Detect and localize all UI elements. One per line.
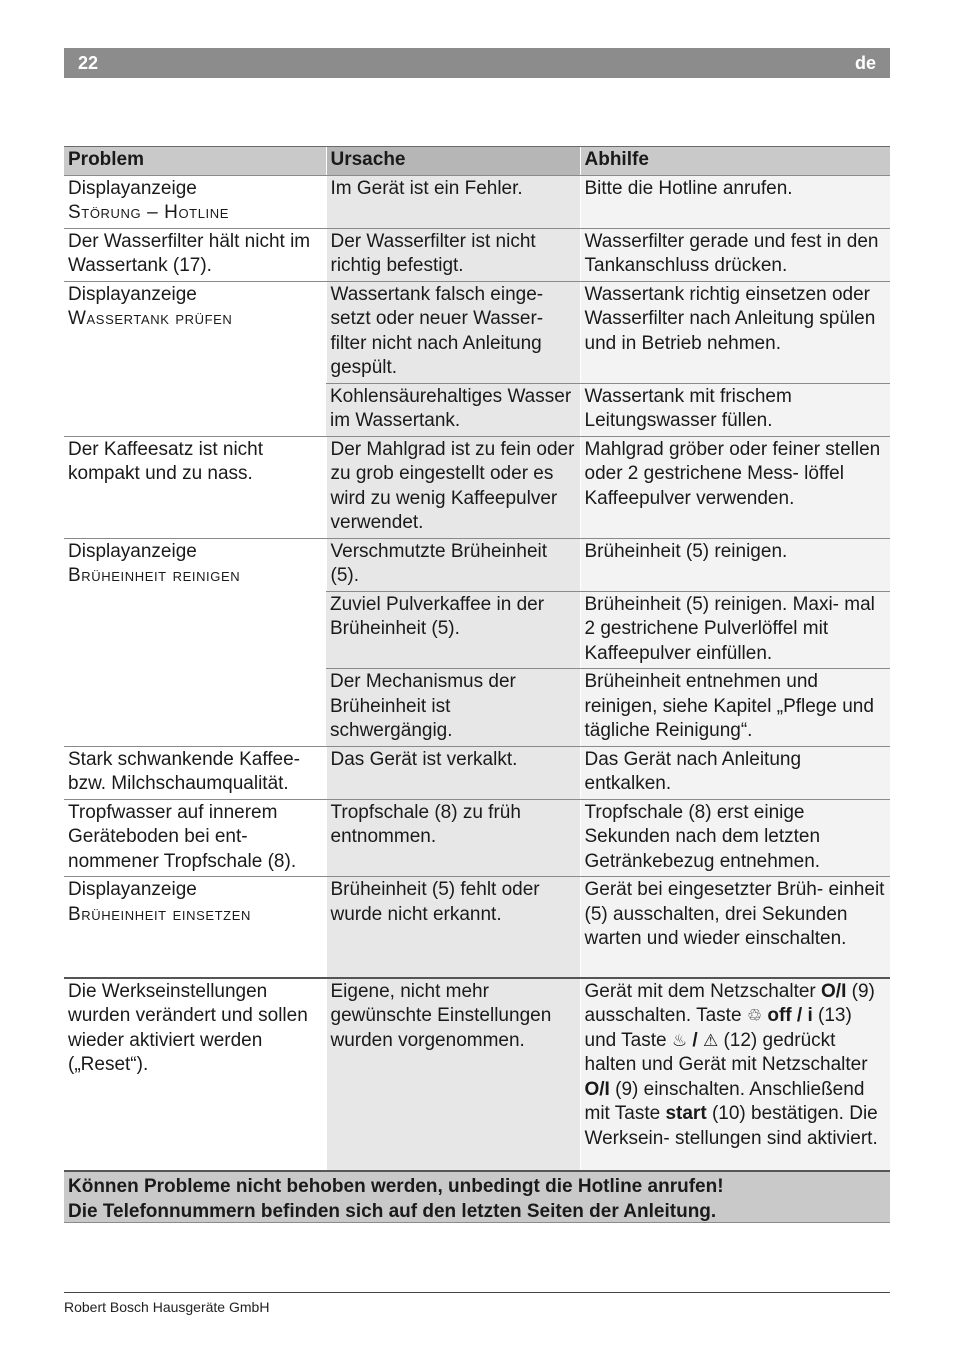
off-button-label: off / i	[767, 1005, 813, 1026]
language-code: de	[854, 52, 876, 73]
power-switch-symbol: O/I	[584, 1078, 610, 1100]
table-row	[64, 978, 890, 1177]
table-row	[64, 436, 890, 538]
problem-text: Displayanzeige	[68, 177, 197, 199]
page-number: 22	[78, 52, 99, 73]
cause-cell: Verschmutzte Brüheinheit (5).	[326, 538, 580, 591]
power-switch-symbol: O/I	[821, 980, 847, 1002]
company-name: Robert Bosch Hausgeräte GmbH	[64, 1299, 270, 1315]
column-header-abhilfe: Abhilfe	[580, 147, 890, 176]
table-row	[64, 746, 890, 799]
remedy-cell: Bitte die Hotline anrufen.	[580, 175, 890, 228]
remedy-text: (10) bestätigen. Die Werksein- stellungen sind aktiviert.	[584, 1103, 878, 1149]
cause-cell: Zuviel Pulverkaffee in der Brüheinheit (5).	[326, 591, 580, 669]
problem-cell	[64, 538, 326, 746]
problem-cell	[64, 281, 326, 436]
notice-line: Können Probleme nicht behoben werden, unbedingt die Hotline anrufen!	[68, 1176, 724, 1197]
remedy-cell: Tropfschale (8) erst einige Sekunden nach dem letzten Getränkebezug entnehmen.	[580, 799, 890, 877]
table-row	[64, 799, 890, 877]
hot-water-warning-icon: ⚠	[702, 1030, 719, 1050]
cause-cell: Brüheinheit (5) fehlt oder wurde nicht erkannt.	[326, 877, 580, 978]
cause-cell: Das Gerät ist verkalkt.	[326, 746, 580, 799]
notice-line: Die Telefonnummern befinden sich auf den letzten Seiten der Anleitung.	[68, 1200, 717, 1222]
cause-cell: Tropfschale (8) zu früh entnommen.	[326, 799, 580, 877]
column-header-ursache: Ursache	[326, 147, 580, 176]
cause-cell: Wassertank falsch einge- setzt oder neuer Wasser- filter nicht nach Anleitung gespült.	[326, 281, 580, 383]
cause-cell: Kohlensäurehaltiges Wasser im Wassertank.	[326, 383, 580, 436]
start-button-label: start	[665, 1103, 707, 1124]
remedy-cell: Wassertank richtig einsetzen oder Wasserfilter nach Anleitung spülen und in Betrieb nehmen.	[580, 281, 890, 383]
remedy-cell: Wasserfilter gerade und fest in den Tankanschluss drücken.	[580, 228, 890, 281]
hotline-notice	[64, 1170, 890, 1223]
remedy-cell: Brüheinheit entnehmen und reinigen, siehe Kapitel „Pflege und tägliche Reinigung“.	[580, 669, 890, 747]
remedy-text: Gerät mit dem Netzschalter	[584, 980, 816, 1002]
problem-cell	[64, 175, 326, 228]
problem-text: Displayanzeige	[68, 879, 197, 900]
remedy-text: (9) ausschalten. Taste	[584, 980, 875, 1026]
display-message: Brüheinheit reinigen	[68, 565, 241, 586]
remedy-cell: Gerät bei eingesetzter Brüh- einheit (5) ausschalten, drei Sekunden warten und wieder einschalten.	[580, 877, 890, 978]
table-row	[64, 281, 890, 383]
problem-cell	[64, 877, 326, 978]
problem-cell: Stark schwankende Kaffee- bzw. Milchschaumqualität.	[64, 746, 326, 799]
display-message: Brüheinheit einsetzen	[68, 903, 251, 925]
column-header-problem: Problem	[64, 147, 326, 176]
remedy-text: (9) einschalten. Anschließend mit Taste	[584, 1078, 865, 1124]
remedy-cell: Wassertank mit frischem Leitungswasser füllen.	[580, 383, 890, 436]
cause-cell: Im Gerät ist ein Fehler.	[326, 175, 580, 228]
page-header-bar	[64, 48, 890, 78]
problem-text: Displayanzeige	[68, 540, 197, 562]
cause-cell: Eigene, nicht mehr gewünschte Einstellungen wurden vorgenommen.	[326, 978, 580, 1177]
care-icon: ♲	[746, 1006, 763, 1025]
cause-cell: Der Wasserfilter ist nicht richtig befestigt.	[326, 228, 580, 281]
remedy-text: (13) und Taste	[584, 1005, 852, 1051]
steam-icon: ♨	[671, 1030, 688, 1050]
table-header-row	[64, 147, 890, 176]
remedy-cell: Das Gerät nach Anleitung entkalken.	[580, 746, 890, 799]
troubleshooting-table	[64, 146, 890, 1177]
cause-cell: Der Mechanismus der Brüheinheit ist schwergängig.	[326, 669, 580, 747]
display-message: Wassertank prüfen	[68, 308, 233, 329]
display-message: Störung – Hotline	[68, 202, 230, 223]
table-row	[64, 877, 890, 978]
slash-separator: /	[692, 1029, 698, 1051]
remedy-cell: Brüheinheit (5) reinigen.	[580, 538, 890, 591]
problem-text: Displayanzeige	[68, 283, 197, 305]
problem-cell: Die Werkseinstellungen wurden verändert und sollen wieder aktiviert werden („Reset“).	[64, 978, 326, 1177]
problem-cell: Der Kaffeesatz ist nicht kompakt und zu nass.	[64, 436, 326, 538]
table-row	[64, 175, 890, 228]
table-row	[64, 228, 890, 281]
remedy-cell: Mahlgrad gröber oder feiner stellen oder 2 gestrichene Mess- löffel Kaffeepulver verwenden.	[580, 436, 890, 538]
remedy-cell: Brüheinheit (5) reinigen. Maxi- mal 2 gestrichene Pulverlöffel mit Kaffeepulver einfüllen.	[580, 591, 890, 669]
problem-cell: Der Wasserfilter hält nicht im Wassertank (17).	[64, 228, 326, 281]
problem-cell: Tropfwasser auf innerem Geräteboden bei ent- nommener Tropfschale (8).	[64, 799, 326, 877]
remedy-cell	[580, 978, 890, 1177]
remedy-text: (12) gedrückt halten und Gerät mit Netzschalter	[584, 1029, 868, 1075]
footer-divider	[64, 1292, 890, 1293]
cause-cell: Der Mahlgrad ist zu fein oder zu grob eingestellt oder es wird zu wenig Kaffeepulver verwendet.	[326, 436, 580, 538]
table-row	[64, 538, 890, 591]
